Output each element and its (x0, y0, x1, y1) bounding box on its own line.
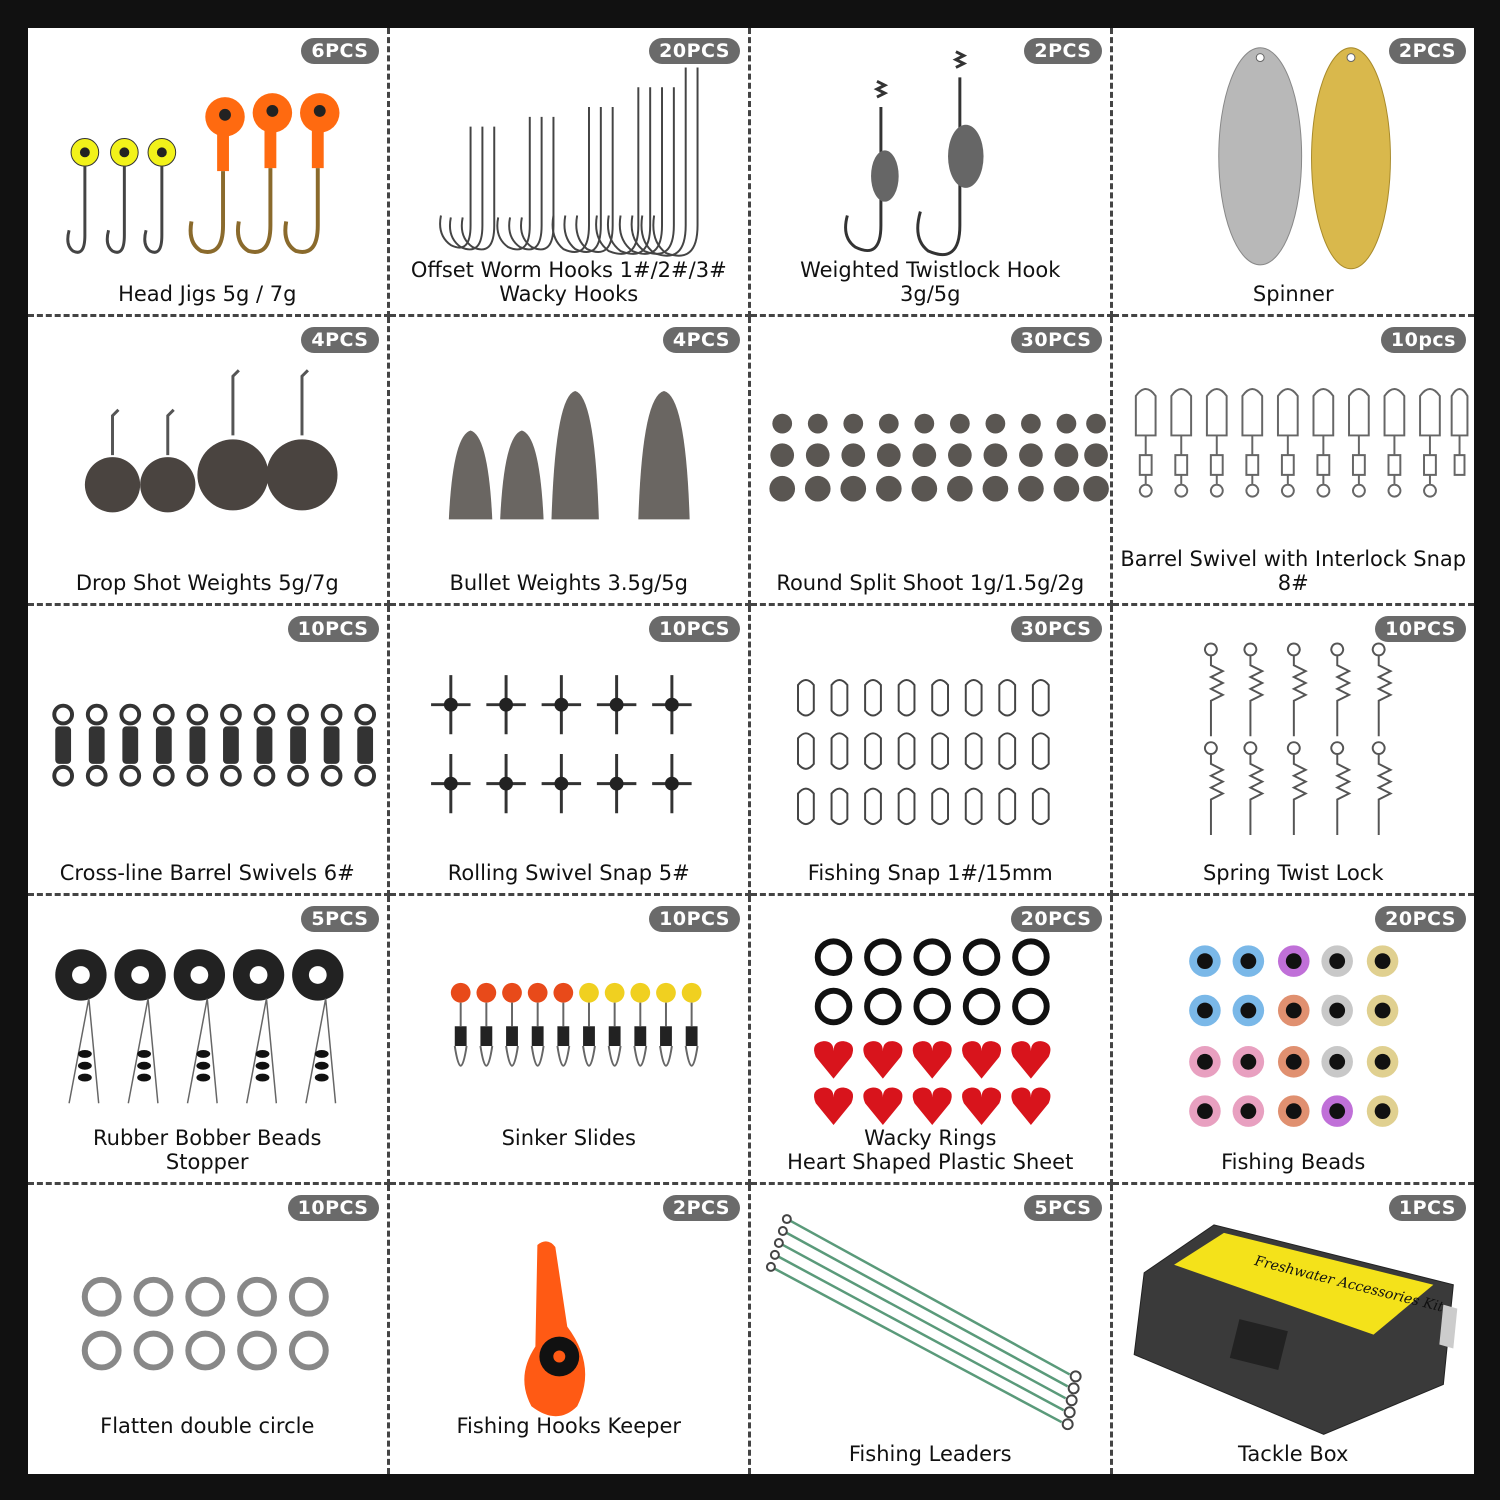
quantity-badge: 2PCS (663, 1195, 740, 1221)
product-grid (28, 28, 1474, 1474)
item-fishing-snap (751, 606, 1113, 895)
quantity-badge: 10PCS (288, 1195, 379, 1221)
item-flatten-double-circle (28, 1185, 390, 1474)
item-cross-line-barrel-swivels (28, 606, 390, 895)
item-caption: Round Split Shoot 1g/1.5g/2g (776, 571, 1085, 596)
item-rubber-bobber-stopper (28, 896, 390, 1185)
tackle-box-label: Freshwater Accessories Kit (1252, 1252, 1445, 1316)
item-caption: Cross-line Barrel Swivels 6# (59, 860, 355, 885)
item-rolling-swivel-snap (390, 606, 752, 895)
barrel-swivel-icon (28, 606, 387, 892)
quantity-badge: 30PCS (1011, 327, 1102, 353)
quantity-badge: 20PCS (649, 38, 740, 64)
item-caption: Tackle Box (1238, 1442, 1349, 1466)
item-sinker-slides (390, 896, 752, 1185)
item-caption: Sinker Slides (501, 1125, 636, 1150)
item-offset-worm-hooks (390, 28, 752, 317)
quantity-badge: 4PCS (663, 327, 740, 353)
spring-twist-lock-icon (1113, 606, 1475, 892)
tackle-box-icon (1113, 1185, 1475, 1474)
quantity-badge: 20PCS (1011, 906, 1102, 932)
quantity-badge: 10PCS (1375, 616, 1466, 642)
item-bullet-weights (390, 317, 752, 606)
rolling-swivel-icon (390, 606, 749, 892)
item-spinner (1113, 28, 1475, 317)
spinner-blade-icon (1113, 28, 1475, 314)
item-caption: Barrel Swivel with Interlock Snap 8# (1120, 547, 1467, 596)
item-caption: Rubber Bobber Beads Stopper (93, 1125, 322, 1174)
quantity-badge: 5PCS (301, 906, 378, 932)
item-caption: Wacky Rings Heart Shaped Plastic Sheet (787, 1125, 1074, 1174)
quantity-badge: 5PCS (1024, 1195, 1101, 1221)
item-caption: Fishing Snap 1#/15mm (807, 860, 1053, 885)
item-fishing-beads (1113, 896, 1475, 1185)
item-caption: Flatten double circle (100, 1414, 315, 1438)
quantity-badge: 20PCS (1375, 906, 1466, 932)
item-caption: Weighted Twistlock Hook 3g/5g (800, 258, 1061, 307)
fishing-leader-icon (751, 1185, 1110, 1474)
item-weighted-twistlock-hook (751, 28, 1113, 317)
item-caption: Head Jigs 5g / 7g (118, 282, 297, 307)
item-spring-twist-lock (1113, 606, 1475, 895)
quantity-badge: 10PCS (649, 906, 740, 932)
quantity-badge: 6PCS (301, 38, 378, 64)
quantity-badge: 10PCS (288, 616, 379, 642)
item-drop-shot-weights (28, 317, 390, 606)
quantity-badge: 2PCS (1024, 38, 1101, 64)
item-caption: Fishing Beads (1221, 1149, 1366, 1174)
item-round-split-shot (751, 317, 1113, 606)
item-fishing-leaders (751, 1185, 1113, 1474)
quantity-badge: 30PCS (1011, 616, 1102, 642)
item-caption: Drop Shot Weights 5g/7g (75, 571, 339, 596)
item-caption: Bullet Weights 3.5g/5g (449, 571, 688, 596)
item-caption: Rolling Swivel Snap 5# (447, 860, 690, 885)
quantity-badge: 2PCS (1389, 38, 1466, 64)
item-caption: Spring Twist Lock (1202, 860, 1384, 885)
head-jig-icon (28, 28, 387, 314)
bullet-weight-icon (390, 317, 749, 603)
quantity-badge: 10pcs (1381, 327, 1466, 353)
quantity-badge: 4PCS (301, 327, 378, 353)
fishing-bead-icon (1113, 896, 1475, 1182)
item-caption: Fishing Hooks Keeper (456, 1414, 681, 1438)
split-shot-icon (751, 317, 1110, 603)
item-caption: Spinner (1252, 282, 1334, 307)
item-head-jigs (28, 28, 390, 317)
item-wacky-rings-heart-sheet (751, 896, 1113, 1185)
drop-shot-weight-icon (28, 317, 387, 603)
item-fishing-hooks-keeper (390, 1185, 752, 1474)
item-caption: Fishing Leaders (848, 1442, 1012, 1466)
heart-sheet-icon (814, 1041, 1050, 1125)
item-tackle-box (1113, 1185, 1475, 1474)
item-barrel-swivel-interlock (1113, 317, 1475, 606)
quantity-badge: 10PCS (649, 616, 740, 642)
quantity-badge: 1PCS (1389, 1195, 1466, 1221)
item-caption: Offset Worm Hooks 1#/2#/3# Wacky Hooks (410, 258, 727, 307)
fishing-snap-icon (751, 606, 1110, 892)
